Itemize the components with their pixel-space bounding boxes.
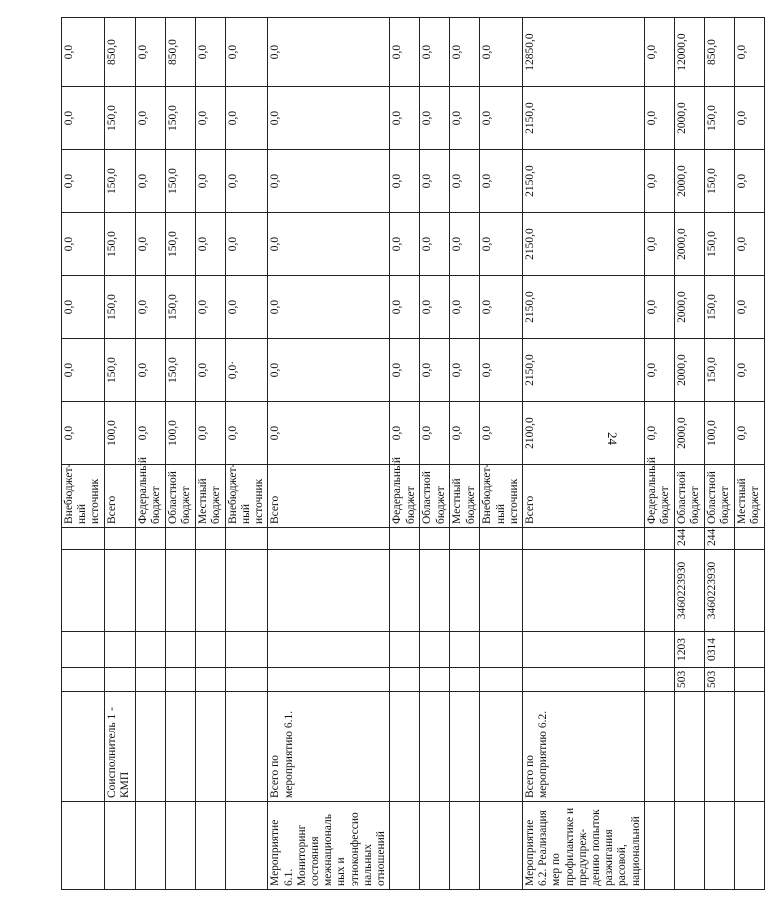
cell-source: Областной бюджет <box>674 465 704 528</box>
cell-executor: Всего по мероприятию 6.2. <box>522 692 644 802</box>
cell-value-6: 0,0 <box>480 87 523 150</box>
cell-source: Областной бюджет <box>165 465 195 528</box>
cell-value-2: 0,0 <box>268 339 390 402</box>
cell-value-2: 150,0 <box>165 339 195 402</box>
cell-activity <box>165 802 195 890</box>
cell-value-3: 0,0 <box>62 276 105 339</box>
cell-source: Всего <box>522 465 644 528</box>
cell-value-1: 0,0 <box>390 402 420 465</box>
cell-grbs <box>104 668 135 692</box>
cell-value-7: 850,0 <box>104 18 135 87</box>
cell-grbs: 503 <box>704 668 734 692</box>
cell-value-7: 0,0 <box>390 18 420 87</box>
cell-csr <box>420 550 450 632</box>
cell-value-2: 0,0 <box>195 339 225 402</box>
cell-executor <box>390 692 420 802</box>
cell-csr: 3460223930 <box>674 550 704 632</box>
cell-value-4: 150,0 <box>104 213 135 276</box>
cell-value-1: 0,0 <box>268 402 390 465</box>
cell-grbs <box>420 668 450 692</box>
cell-activity <box>480 802 523 890</box>
cell-csr <box>268 550 390 632</box>
cell-rzpr <box>522 632 644 668</box>
cell-executor: Всего по мероприятию 6.1. <box>268 692 390 802</box>
cell-value-5: 0,0 <box>644 150 674 213</box>
cell-csr <box>104 550 135 632</box>
table-row <box>644 18 674 890</box>
cell-source: Федеральный бюджет <box>390 465 420 528</box>
table-row <box>225 18 268 890</box>
cell-rzpr <box>268 632 390 668</box>
cell-value-3: 150,0 <box>704 276 734 339</box>
cell-value-2: 0,0 <box>390 339 420 402</box>
cell-value-6: 2000,0 <box>674 87 704 150</box>
cell-value-5: 0,0 <box>225 150 268 213</box>
cell-value-3: 2000,0 <box>674 276 704 339</box>
cell-value-4: 0,0 <box>390 213 420 276</box>
cell-executor <box>674 692 704 802</box>
cell-value-4: 150,0 <box>704 213 734 276</box>
cell-value-4: 0,0 <box>644 213 674 276</box>
cell-value-5: 0,0 <box>480 150 523 213</box>
cell-value-3: 0,0 <box>268 276 390 339</box>
cell-grbs <box>480 668 523 692</box>
cell-source: Местный бюджет <box>450 465 480 528</box>
table-row <box>734 18 764 890</box>
cell-value-6: 0,0 <box>420 87 450 150</box>
cell-value-6: 0,0 <box>135 87 165 150</box>
cell-activity <box>104 802 135 890</box>
cell-value-7: 0,0 <box>734 18 764 87</box>
cell-value-2: 150,0 <box>704 339 734 402</box>
cell-value-7: 0,0 <box>62 18 105 87</box>
cell-executor <box>450 692 480 802</box>
cell-value-3: 0,0 <box>390 276 420 339</box>
cell-value-1: 0,0 <box>62 402 105 465</box>
cell-value-2: 0,0 <box>62 339 105 402</box>
cell-vr <box>135 528 165 550</box>
cell-value-3: 0,0 <box>450 276 480 339</box>
cell-value-4: 0,0 <box>268 213 390 276</box>
cell-value-1: 0,0 <box>644 402 674 465</box>
cell-source: Областной бюджет <box>704 465 734 528</box>
cell-activity <box>450 802 480 890</box>
cell-value-5: 150,0 <box>704 150 734 213</box>
cell-value-3: 0,0 <box>135 276 165 339</box>
cell-value-4: 0,0 <box>450 213 480 276</box>
cell-vr <box>480 528 523 550</box>
cell-source: Местный бюджет <box>195 465 225 528</box>
cell-value-5: 0,0 <box>62 150 105 213</box>
cell-source: Внебюджет-ный источник <box>225 465 268 528</box>
cell-grbs <box>195 668 225 692</box>
cell-executor <box>225 692 268 802</box>
table-row <box>674 18 704 890</box>
cell-value-7: 0,0 <box>644 18 674 87</box>
cell-vr: 244 <box>704 528 734 550</box>
cell-value-7: 12000,0 <box>674 18 704 87</box>
cell-value-5: 0,0 <box>390 150 420 213</box>
cell-csr <box>450 550 480 632</box>
cell-grbs: 503 <box>674 668 704 692</box>
cell-value-5: 0,0 <box>734 150 764 213</box>
cell-value-3: 0,0 <box>420 276 450 339</box>
cell-value-1: 0,0 <box>225 402 268 465</box>
cell-rzpr: 1203 <box>674 632 704 668</box>
cell-value-1: 0,0 <box>420 402 450 465</box>
cell-source: Областной бюджет <box>420 465 450 528</box>
cell-vr: 244 <box>674 528 704 550</box>
cell-value-4: 0,0 <box>420 213 450 276</box>
cell-activity <box>674 802 704 890</box>
cell-rzpr: 0314 <box>704 632 734 668</box>
cell-value-4: 2000,0 <box>674 213 704 276</box>
cell-value-5: 0,0 <box>195 150 225 213</box>
cell-rzpr <box>450 632 480 668</box>
cell-value-6: 0,0 <box>225 87 268 150</box>
cell-value-1: 0,0 <box>450 402 480 465</box>
cell-value-5: 0,0 <box>135 150 165 213</box>
cell-source: Федеральный бюджет <box>135 465 165 528</box>
cell-vr <box>195 528 225 550</box>
table-row <box>480 18 523 890</box>
cell-csr <box>734 550 764 632</box>
cell-rzpr <box>390 632 420 668</box>
cell-rzpr <box>195 632 225 668</box>
table-row <box>165 18 195 890</box>
cell-rzpr <box>480 632 523 668</box>
cell-grbs <box>165 668 195 692</box>
cell-value-1: 100,0 <box>704 402 734 465</box>
cell-csr <box>480 550 523 632</box>
cell-value-3: 150,0 <box>104 276 135 339</box>
cell-rzpr <box>644 632 674 668</box>
cell-value-6: 0,0 <box>62 87 105 150</box>
cell-value-3: 150,0 <box>165 276 195 339</box>
table-row <box>420 18 450 890</box>
cell-executor <box>420 692 450 802</box>
cell-activity <box>704 802 734 890</box>
cell-value-5: 0,0 <box>450 150 480 213</box>
cell-value-2: 0,0 <box>135 339 165 402</box>
cell-value-1: 100,0 <box>165 402 195 465</box>
cell-executor <box>734 692 764 802</box>
table-row <box>104 18 135 890</box>
cell-executor <box>480 692 523 802</box>
cell-value-5: 2000,0 <box>674 150 704 213</box>
cell-value-7: 0,0 <box>450 18 480 87</box>
cell-value-7: 12850,0 <box>522 18 644 87</box>
cell-grbs <box>268 668 390 692</box>
cell-value-1: 0,0 <box>480 402 523 465</box>
cell-vr <box>450 528 480 550</box>
cell-value-4: 0,0 <box>195 213 225 276</box>
cell-value-4: 150,0 <box>165 213 195 276</box>
cell-value-4: 0,0 <box>480 213 523 276</box>
cell-value-5: 150,0 <box>165 150 195 213</box>
cell-csr <box>135 550 165 632</box>
cell-rzpr <box>135 632 165 668</box>
cell-grbs <box>135 668 165 692</box>
cell-grbs <box>390 668 420 692</box>
cell-source: Внебюджет-ный источник <box>62 465 105 528</box>
cell-source: Внебюджет-ный источник <box>480 465 523 528</box>
table-row <box>704 18 734 890</box>
cell-vr <box>522 528 644 550</box>
cell-value-2: 150,0 <box>104 339 135 402</box>
cell-value-5: 0,0 <box>268 150 390 213</box>
cell-rzpr <box>734 632 764 668</box>
cell-vr <box>390 528 420 550</box>
cell-value-7: 0,0 <box>420 18 450 87</box>
cell-value-4: 0,0 <box>734 213 764 276</box>
cell-value-2: 0,0 <box>644 339 674 402</box>
cell-vr <box>268 528 390 550</box>
cell-value-3: 2150,0 <box>522 276 644 339</box>
cell-value-7: 0,0 <box>268 18 390 87</box>
cell-value-7: 0,0 <box>225 18 268 87</box>
cell-rzpr <box>62 632 105 668</box>
cell-value-7: 0,0 <box>135 18 165 87</box>
cell-vr <box>225 528 268 550</box>
cell-executor <box>644 692 674 802</box>
cell-value-2: 2000,0 <box>674 339 704 402</box>
cell-value-7: 850,0 <box>165 18 195 87</box>
cell-activity <box>62 802 105 890</box>
cell-vr <box>165 528 195 550</box>
cell-vr <box>734 528 764 550</box>
cell-value-2: 2150,0 <box>522 339 644 402</box>
cell-value-3: 0,0 <box>644 276 674 339</box>
cell-vr <box>420 528 450 550</box>
cell-value-5: 2150,0 <box>522 150 644 213</box>
cell-value-4: 0,0 <box>62 213 105 276</box>
cell-executor <box>135 692 165 802</box>
cell-source: Всего <box>104 465 135 528</box>
cell-value-6: 0,0 <box>734 87 764 150</box>
cell-value-7: 850,0 <box>704 18 734 87</box>
cell-value-1: 2100,0 <box>522 402 644 465</box>
cell-value-2: 0,0 <box>480 339 523 402</box>
table-row <box>195 18 225 890</box>
cell-activity <box>225 802 268 890</box>
cell-source: Всего <box>268 465 390 528</box>
cell-value-1: 0,0 <box>135 402 165 465</box>
cell-csr <box>390 550 420 632</box>
table-row <box>62 18 105 890</box>
cell-value-7: 0,0 <box>195 18 225 87</box>
cell-vr <box>62 528 105 550</box>
cell-value-4: 0,0 <box>225 213 268 276</box>
cell-grbs <box>734 668 764 692</box>
cell-value-7: 0,0 <box>480 18 523 87</box>
cell-value-6: 150,0 <box>704 87 734 150</box>
table-row <box>390 18 420 890</box>
cell-activity <box>195 802 225 890</box>
table-row <box>268 18 390 890</box>
cell-value-1: 0,0 <box>734 402 764 465</box>
cell-value-3: 0,0 <box>195 276 225 339</box>
cell-value-1: 0,0 <box>195 402 225 465</box>
cell-csr <box>165 550 195 632</box>
cell-value-5: 150,0 <box>104 150 135 213</box>
cell-csr <box>644 550 674 632</box>
cell-value-2: 0,0 <box>734 339 764 402</box>
cell-executor <box>62 692 105 802</box>
cell-value-1: 2000,0 <box>674 402 704 465</box>
cell-value-4: 0,0 <box>135 213 165 276</box>
table-row <box>450 18 480 890</box>
cell-value-3: 0,0 <box>480 276 523 339</box>
budget-table <box>61 17 765 890</box>
cell-grbs <box>225 668 268 692</box>
cell-value-4: 2150,0 <box>522 213 644 276</box>
table-row <box>522 18 644 890</box>
cell-grbs <box>522 668 644 692</box>
cell-value-6: 0,0 <box>390 87 420 150</box>
cell-value-2: 0,0 <box>420 339 450 402</box>
cell-value-6: 150,0 <box>104 87 135 150</box>
cell-vr <box>644 528 674 550</box>
cell-source: Местный бюджет <box>734 465 764 528</box>
cell-value-2: 0,0· <box>225 339 268 402</box>
cell-value-5: 0,0 <box>420 150 450 213</box>
cell-csr <box>62 550 105 632</box>
cell-csr <box>225 550 268 632</box>
cell-grbs <box>62 668 105 692</box>
cell-activity: Мероприятие 6.1. Мониторинг состояния межнациональ ных и этноконфессио нальных отношений <box>268 802 390 890</box>
cell-vr <box>104 528 135 550</box>
page-number: 24 <box>605 432 620 445</box>
cell-grbs <box>450 668 480 692</box>
cell-value-3: 0,0 <box>734 276 764 339</box>
cell-activity <box>135 802 165 890</box>
cell-value-2: 0,0 <box>450 339 480 402</box>
cell-activity <box>644 802 674 890</box>
cell-value-3: 0,0 <box>225 276 268 339</box>
cell-grbs <box>644 668 674 692</box>
cell-rzpr <box>420 632 450 668</box>
cell-value-6: 150,0 <box>165 87 195 150</box>
cell-value-6: 2150,0 <box>522 87 644 150</box>
cell-executor <box>195 692 225 802</box>
cell-rzpr <box>225 632 268 668</box>
cell-executor <box>704 692 734 802</box>
cell-activity: Мероприятие 6.2. Реализация мер по профилактике и предупреж-дению попыток разжигания расовой, национальной <box>522 802 644 890</box>
cell-value-6: 0,0 <box>195 87 225 150</box>
cell-value-1: 100,0 <box>104 402 135 465</box>
cell-value-6: 0,0 <box>644 87 674 150</box>
table-row <box>135 18 165 890</box>
cell-executor: Соисполнитель 1 - КМП <box>104 692 135 802</box>
cell-source: Федеральный бюджет <box>644 465 674 528</box>
cell-value-6: 0,0 <box>450 87 480 150</box>
cell-csr <box>195 550 225 632</box>
cell-csr <box>522 550 644 632</box>
cell-executor <box>165 692 195 802</box>
cell-csr: 3460223930 <box>704 550 734 632</box>
cell-rzpr <box>165 632 195 668</box>
cell-activity <box>734 802 764 890</box>
cell-value-6: 0,0 <box>268 87 390 150</box>
cell-rzpr <box>104 632 135 668</box>
cell-activity <box>390 802 420 890</box>
cell-activity <box>420 802 450 890</box>
